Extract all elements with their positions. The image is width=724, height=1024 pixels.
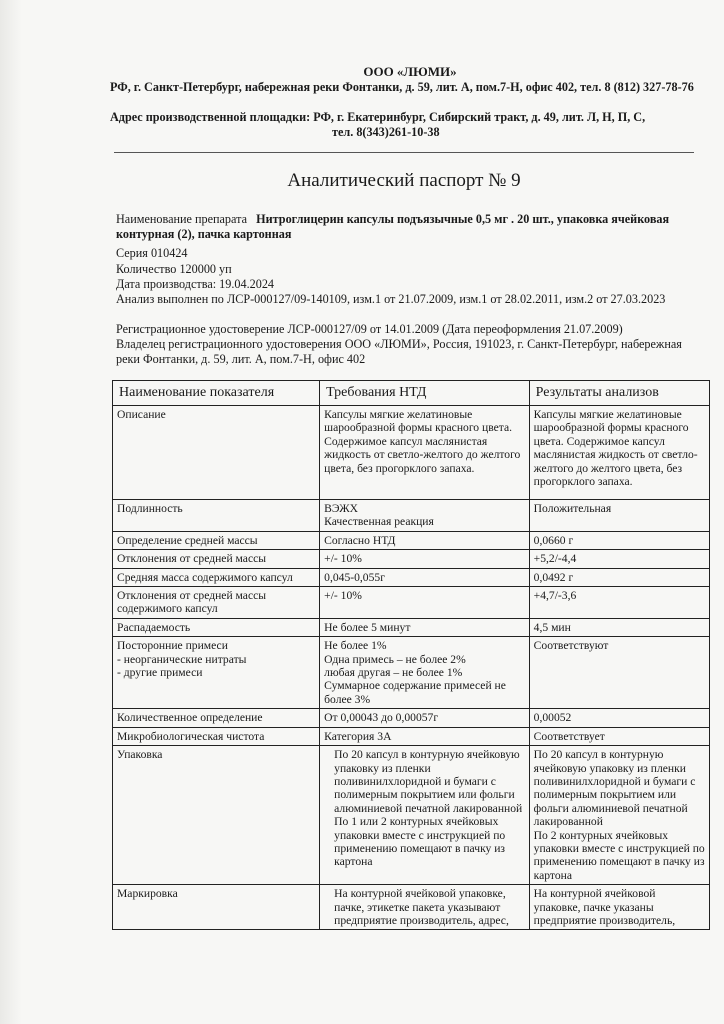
row-name: Отклонения от средней массы содержимого капсул bbox=[113, 587, 320, 619]
row-name: Описание bbox=[113, 406, 320, 500]
holder-info: Владелец регистрационного удостоверения ООО «ЛЮМИ», Россия, 191023, г. Санкт-Петербург, набережная реки Фонтанки, д. 59, лит. А, пом.7-Н, офис 402 bbox=[116, 337, 682, 367]
table-row bbox=[113, 885, 710, 930]
name-line: - другие примеси bbox=[117, 666, 203, 680]
row-result: +4,7/-3,6 bbox=[529, 587, 709, 619]
header-cell: Требования НТД bbox=[320, 381, 530, 406]
name-line: - неорганические нитраты bbox=[117, 652, 247, 666]
requirement-line: ВЭЖХ bbox=[324, 502, 359, 515]
requirement-line: Не более 1% bbox=[324, 639, 387, 653]
table-row bbox=[113, 618, 710, 636]
row-result: +5,2/-4,4 bbox=[529, 550, 709, 568]
requirement-line: По 1 или 2 контурных ячейковых упаковки вместе с инструкцией по применению помещают в пачку из картона bbox=[334, 815, 506, 869]
requirement-line: любая другая – не более 1% bbox=[324, 666, 463, 680]
row-result: 4,5 мин bbox=[529, 618, 709, 636]
row-requirement: 0,045-0,055г bbox=[320, 568, 530, 586]
series: Серия 010424 bbox=[116, 246, 188, 260]
row-requirement bbox=[320, 637, 530, 709]
row-requirement bbox=[320, 746, 530, 885]
row-requirement: +/- 10% bbox=[320, 587, 530, 619]
row-name bbox=[113, 637, 320, 709]
result-line: По 2 контурных ячейковых упаковки вместе с инструкцией по применению помещают в пачку из картона bbox=[533, 828, 705, 882]
page-title: Аналитический паспорт № 9 bbox=[287, 170, 521, 191]
table-row bbox=[113, 531, 710, 549]
company-name: ООО «ЛЮМИ» bbox=[363, 64, 457, 79]
legal-address: РФ, г. Санкт-Петербург, набережная реки Фонтанки, д. 59, лит. А, пом.7-Н, офис 402, тел. 8 (812) 327-78-76 bbox=[110, 80, 694, 94]
row-requirement: От 0,00043 до 0,00057г bbox=[320, 709, 530, 727]
quantity: Количество 120000 уп bbox=[116, 262, 232, 276]
row-name: Определение средней массы bbox=[113, 531, 320, 549]
row-name: Количественное определение bbox=[113, 709, 320, 727]
row-requirement: Согласно НТД bbox=[320, 531, 530, 549]
row-result: На контурной ячейковой упаковке, пачке указаны предприятие производитель, bbox=[529, 885, 709, 930]
production-address bbox=[110, 110, 710, 140]
row-result: 0,00052 bbox=[529, 709, 709, 727]
table-row bbox=[113, 587, 710, 619]
header-divider bbox=[114, 152, 694, 153]
row-result: Капсулы мягкие желатиновые шарообразной формы красного цвета. Содержимое капсул маслянистая жидкость от светло-желтого до желтого цвета, без прогорклого запаха. bbox=[529, 406, 709, 500]
row-name: Распадаемость bbox=[113, 618, 320, 636]
row-result bbox=[529, 746, 709, 885]
table-header-row bbox=[113, 381, 710, 406]
requirement-line: По 20 капсул в контурную ячейковую упаковку из пленки поливинилхлоридной и бумаги с полимерным покрытием или фольги алюминиевой печатной лакированной bbox=[334, 748, 523, 815]
row-result: 0,0492 г bbox=[529, 568, 709, 586]
product-line bbox=[116, 212, 696, 243]
table-row bbox=[113, 568, 710, 586]
row-name: Упаковка bbox=[113, 746, 320, 885]
row-result: Положительная bbox=[529, 500, 709, 532]
row-name: Отклонения от средней массы bbox=[113, 550, 320, 568]
analysis-info: Анализ выполнен по ЛСР-000127/09-140109, изм.1 от 21.07.2009, изм.1 от 28.02.2011, изм.2 от 27.03.2023 bbox=[116, 292, 666, 306]
row-name: Средняя масса содержимого капсул bbox=[113, 568, 320, 586]
row-name: Микробиологическая чистота bbox=[113, 727, 320, 745]
table-row bbox=[113, 637, 710, 709]
production-date: Дата производства: 19.04.2024 bbox=[116, 277, 275, 291]
requirement-line: Одна примесь – не более 2% bbox=[324, 652, 466, 666]
row-requirement: Не более 5 минут bbox=[320, 618, 530, 636]
production-phone: тел. 8(343)261-10-38 bbox=[332, 125, 440, 139]
row-result: Соответствуют bbox=[529, 637, 709, 709]
table-row bbox=[113, 406, 710, 500]
row-requirement: Капсулы мягкие желатиновые шарообразной формы красного цвета. Содержимое капсул маслянистая жидкость от светло-желтого до желтого цвета, без прогорклого запаха. bbox=[320, 406, 530, 500]
results-table bbox=[112, 380, 710, 930]
name-line: Посторонние примеси bbox=[117, 639, 228, 653]
row-requirement: На контурной ячейковой упаковке, пачке, этикетке пакета указывают предприятие производитель, адрес, bbox=[320, 885, 530, 930]
registration-info: Регистрационное удостоверение ЛСР-000127/09 от 14.01.2009 (Дата переоформления 21.07.2009) bbox=[116, 322, 623, 336]
requirement-line: Суммарное содержание примесей не более 3% bbox=[324, 679, 506, 706]
row-result: Соответствует bbox=[529, 727, 709, 745]
row-requirement: Категория 3А bbox=[320, 727, 530, 745]
result-line: По 20 капсул в контурную ячейковую упаковку из пленки поливинилхлоридной и бумаги с полимерным покрытием или фольги алюминиевой печатной лакированной bbox=[533, 748, 696, 829]
row-requirement: +/- 10% bbox=[320, 550, 530, 568]
production-address-text: Адрес производственной площадки: РФ, г. Екатеринбург, Сибирский тракт, д. 49, лит. Л, Н, П, С, bbox=[110, 110, 646, 124]
header-cell: Результаты анализов bbox=[529, 381, 709, 406]
table-row bbox=[113, 746, 710, 885]
product-label: Наименование препарата bbox=[116, 212, 248, 226]
table-row bbox=[113, 709, 710, 727]
row-name: Маркировка bbox=[113, 885, 320, 930]
row-requirement bbox=[320, 500, 530, 532]
product-name: Нитроглицерин капсулы подъязычные 0,5 мг . 20 шт., упаковка ячейковая контурная (2), пачка картонная bbox=[116, 212, 670, 242]
table-row bbox=[113, 500, 710, 532]
table-row bbox=[113, 550, 710, 568]
requirement-line: Качественная реакция bbox=[324, 515, 434, 529]
table-row bbox=[113, 727, 710, 745]
scan-edge-shadow bbox=[0, 0, 22, 1024]
row-result: 0,0660 г bbox=[529, 531, 709, 549]
header-cell: Наименование показателя bbox=[113, 381, 320, 406]
row-name: Подлинность bbox=[113, 500, 320, 532]
